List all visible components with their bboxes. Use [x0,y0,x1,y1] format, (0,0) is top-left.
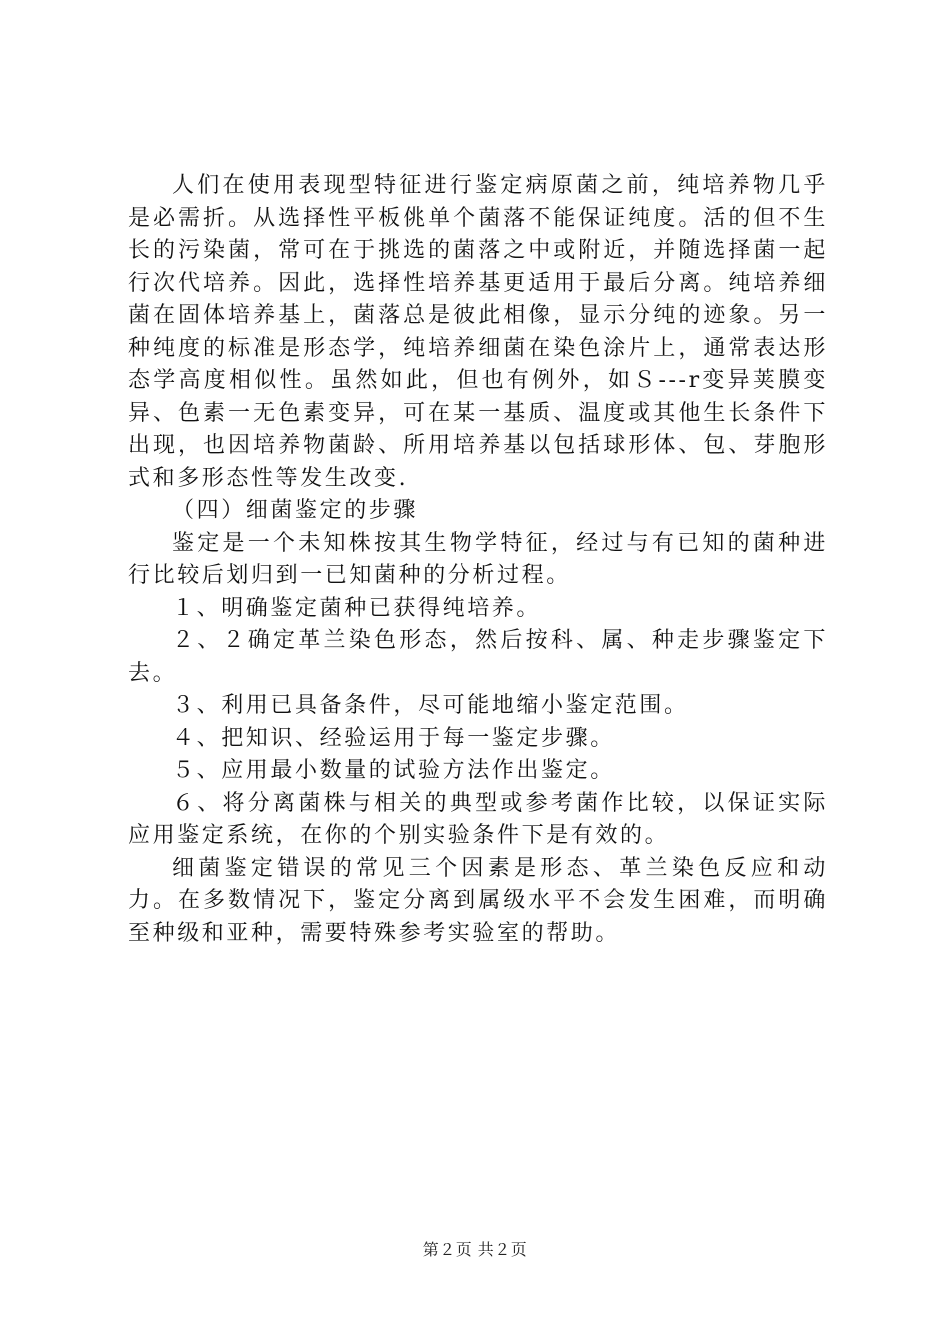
step-item-4: ４、把知识、经验运用于每一鉴定步骤。 [172,725,615,751]
page-number-footer: 第２页 共２页 [422,1240,528,1259]
section-heading: （四）细菌鉴定的步骤 [172,498,419,523]
step-item-6: ６、将分离菌株与相关的典型或参考菌作比较，以保证实际应用鉴定系统，在你的个别实验条件下是有效的。 [128,790,828,848]
step-item-1: １、明确鉴定菌种已获得纯培养。 [172,595,542,621]
paragraph-purity: 人们在使用表现型特征进行鉴定病原菌之前，纯培养物几乎是必需折。从选择性平板佻单个菌落不能保证纯度。活的但不生长的污染菌，常可在于挑选的菌落之中或附近，并随选择菌一起行次代培养。因此，选择性培养基更适用于最后分离。纯培养细菌在固体培养基上，菌落总是彼此相像，显示分纯的迹象。另一种纯度的标准是形态学，纯培养细菌在染色涂片上，通常表达形态学高度相似性。虽然如此，但也有例外，如Ｓ---r变异荚膜变异、色素一无色素变异，可在某一基质、温度或其他生长条件下出现，也因培养物菌龄、所用培养基以包括球形体、包、芽胞形式和多形态性等发生改变. [128,173,828,491]
document-body [128,170,828,950]
step-item-2: ２、２确定革兰染色形态，然后按科、属、种走步骤鉴定下去。 [128,628,828,686]
paragraph-errors: 细菌鉴定错误的常见三个因素是形态、革兰染色反应和动力。在多数情况下，鉴定分离到属级水平不会发生困难，而明确至种级和亚种，需要特殊参考实验室的帮助。 [128,855,828,946]
step-item-5: ５、应用最小数量的试验方法作出鉴定。 [172,758,615,783]
paragraph-definition: 鉴定是一个未知株按其生物学特征，经过与有已知的菌种进行比较后划归到一已知菌种的分析过程。 [128,530,828,588]
step-item-3: ３、利用已具备条件，尽可能地缩小鉴定范围。 [172,693,689,718]
